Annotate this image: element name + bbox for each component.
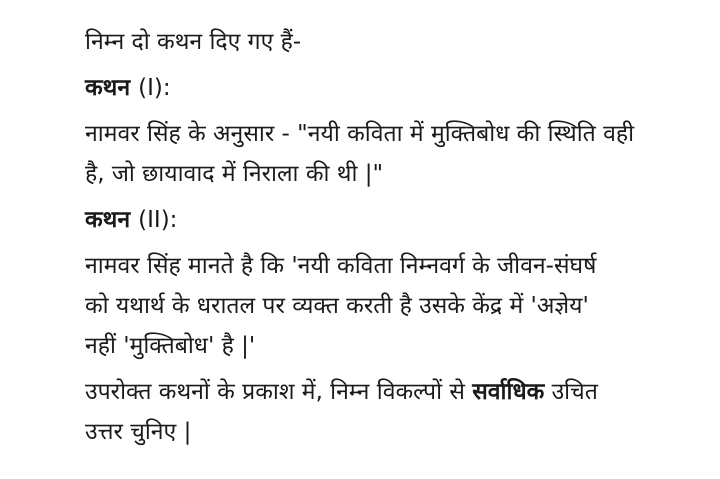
statement-1-number: (I): <box>138 75 171 101</box>
intro-text: निम्न दो कथन दिए गए हैं- <box>85 29 302 55</box>
question-after: उचित उत्तर चुनिए | <box>85 379 598 445</box>
statement-1-heading <box>85 68 680 108</box>
question-emphasis: सर्वाधिक <box>472 379 545 405</box>
statement-1-text: नामवर सिंह के अनुसार - "नयी कविता में मुक्तिबोध की स्थिति वही है, जो छायावाद में निराला की थी |" <box>85 121 635 187</box>
statement-2-number: (II): <box>138 207 178 233</box>
statement-1-label: कथन <box>85 75 131 101</box>
statement-2-text: नामवर सिंह मानते है कि 'नयी कविता निम्नवर्ग के जीवन-संघर्ष को यथार्थ के धरातल पर व्यक्त करती है उसके केंद्र में 'अज्ञेय' नहीं 'मुक्तिबोध' है |' <box>85 253 597 359</box>
statement-2-label: कथन <box>85 207 131 233</box>
statement-2-heading <box>85 200 680 240</box>
question-text <box>85 372 605 452</box>
question-before: उपरोक्त कथनों के प्रकाश में, निम्न विकल्पों से <box>85 379 473 405</box>
